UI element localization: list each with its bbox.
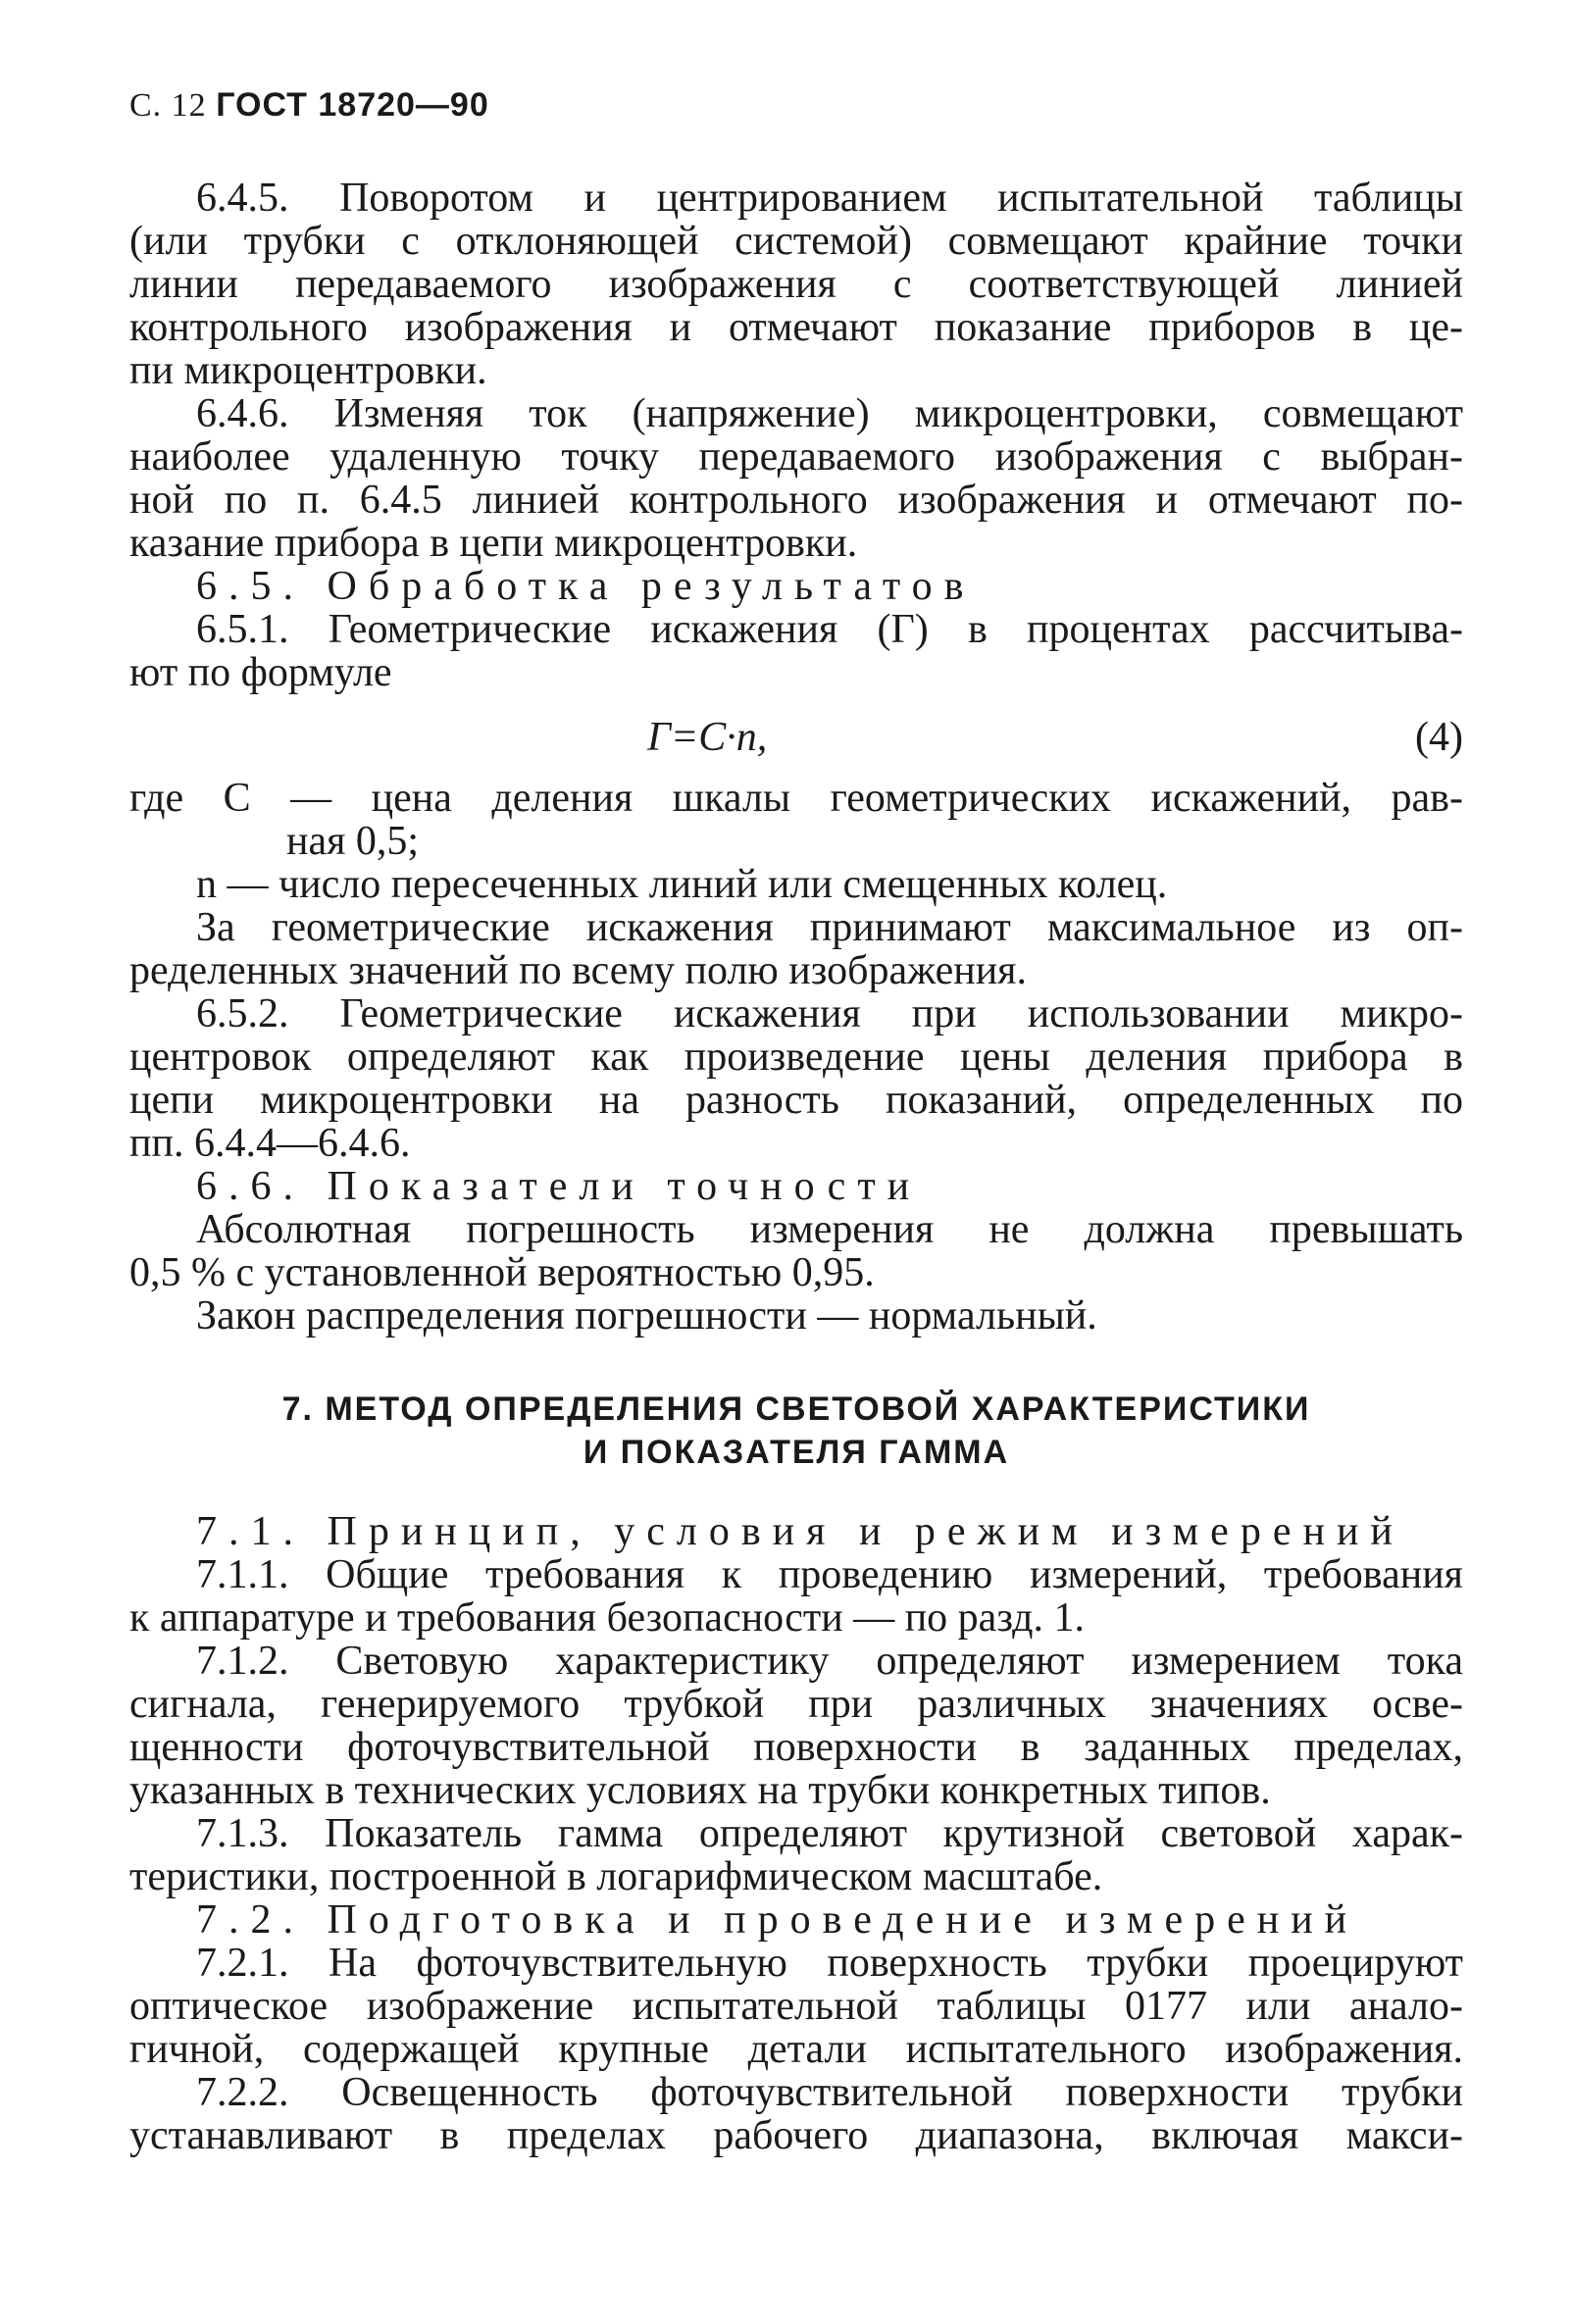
text-line: 7.2.2. Освещенность фоточувствительной поверхности трубки [196,2070,1463,2115]
section-title-line1: 7. МЕТОД ОПРЕДЕЛЕНИЯ СВЕТОВОЙ ХАРАКТЕРИСТИКИ [281,1390,1311,1428]
text-line: гичной, содержащей крупные детали испытательного изображения. [129,2027,1463,2072]
text-line: к аппаратуре и требования безопасности — по разд. 1. [129,1595,1086,1641]
text-line: пи микроцентровки. [129,348,487,393]
text-line: где C — цена деления шкалы геометрических искажений, рав- [129,776,1463,821]
text-line: теристики, построенной в логарифмическом масштабе. [129,1854,1103,1899]
text-line: наиболее удаленную точку передаваемого изображения с выбран- [129,434,1463,480]
page-header [129,86,489,125]
text-line: 6.5.2. Геометрические искажения при использовании микро- [196,991,1463,1036]
text-line: устанавливают в пределах рабочего диапазона, включая макси- [129,2113,1463,2158]
formula: Г=C·n, [647,715,768,760]
text-line: 0,5 % с установленной вероятностью 0,95. [129,1250,875,1295]
text-line: указанных в технических условиях на трубки конкретных типов. [129,1768,1271,1813]
page-number: С. 12 [129,87,207,124]
subsection-heading: 6.5. Обработка результатов [196,564,976,609]
text-line: 6.4.5. Поворотом и центрированием испытательной таблицы [196,176,1463,221]
text-line: 6.4.6. Изменяя ток (напряжение) микроцентровки, совмещают [196,391,1463,436]
text-line: оптическое изображение испытательной таблицы 0177 или анало- [129,1984,1463,2029]
section-title-line2: И ПОКАЗАТЕЛЯ ГАММА [583,1434,1010,1471]
subsection-heading: 7.1. Принцип, условия и режим измерений [196,1509,1404,1554]
equation-number: (4) [1415,715,1463,760]
text-line: 7.1.1. Общие требования к проведению измерений, требования [196,1552,1463,1597]
text-line: ют по формуле [129,650,392,695]
document-code: ГОСТ 18720—90 [216,86,489,124]
text-line: щенности фоточувствительной поверхности в заданных пределах, [129,1725,1463,1770]
text-line: контрольного изображения и отмечают показание приборов в це- [129,305,1463,350]
text-line: цепи микроцентровки на разность показаний, определенных по [129,1078,1463,1123]
text-line: линии передаваемого изображения с соответствующей линией [129,262,1463,307]
text-line: сигнала, генерируемого трубкой при различных значениях осве- [129,1682,1463,1727]
text-line: n — число пересеченных линий или смещенных колец. [196,862,1168,907]
text-line: ределенных значений по всему полю изображения. [129,948,1027,993]
text-line: Абсолютная погрешность измерения не должна превышать [196,1207,1463,1252]
text-line: 7.1.2. Световую характеристику определяют измерением тока [196,1639,1463,1684]
text-line: (или трубки с отклоняющей системой) совмещают крайние точки [129,219,1463,264]
text-line: 7.1.3. Показатель гамма определяют крутизной световой харак- [196,1811,1463,1856]
text-line: 6.5.1. Геометрические искажения (Г) в процентах рассчитыва- [196,607,1463,652]
subsection-heading: 6.6. Показатели точности [196,1164,922,1209]
text-line: ная 0,5; [286,819,420,864]
text-line: ной по п. 6.4.5 линией контрольного изображения и отмечают по- [129,478,1463,523]
subsection-heading: 7.2. Подготовка и проведение измерений [196,1897,1359,1943]
text-line: За геометрические искажения принимают максимальное из оп- [196,905,1463,950]
text-line: пп. 6.4.4—6.4.6. [129,1121,411,1166]
text-line: казание прибора в цепи микроцентровки. [129,521,858,566]
text-line: Закон распределения погрешности — нормальный. [196,1293,1097,1339]
text-line: центровок определяют как произведение цены деления прибора в [129,1035,1463,1080]
text-line: 7.2.1. На фоточувствительную поверхность трубки проецируют [196,1941,1463,1986]
